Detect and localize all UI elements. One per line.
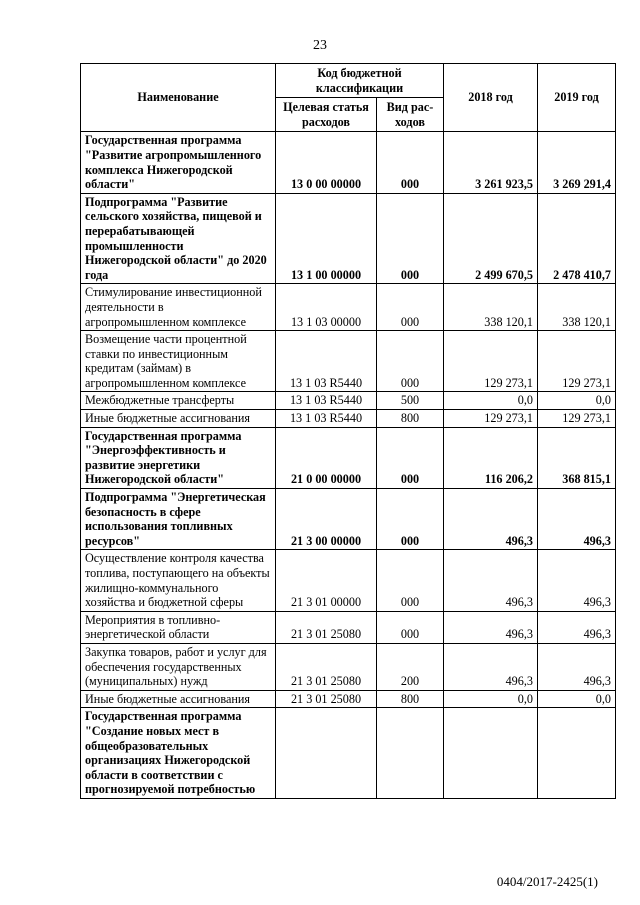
row-value-2018: 496,3 xyxy=(444,643,538,690)
row-value-2018: 0,0 xyxy=(444,392,538,410)
header-name: Наименование xyxy=(81,64,276,132)
row-name: Мероприятия в топливно-энергетической области xyxy=(81,611,276,643)
table-row xyxy=(81,708,616,799)
row-value-2019: 129 273,1 xyxy=(538,331,616,392)
table-body xyxy=(81,132,616,799)
row-expense-type: 000 xyxy=(377,284,444,331)
row-target-article: 13 1 00 00000 xyxy=(276,193,377,284)
table-row xyxy=(81,193,616,284)
row-target-article: 13 1 03 R5440 xyxy=(276,331,377,392)
row-expense-type: 000 xyxy=(377,427,444,488)
row-target-article: 13 1 03 R5440 xyxy=(276,392,377,410)
budget-table xyxy=(80,63,616,799)
header-row-top xyxy=(81,64,616,98)
table-row xyxy=(81,690,616,708)
table-row xyxy=(81,643,616,690)
row-name: Иные бюджетные ассигнования xyxy=(81,410,276,428)
row-name: Закупка товаров, работ и услуг для обеспечения государственных (муниципальных) нужд xyxy=(81,643,276,690)
table-row xyxy=(81,284,616,331)
row-name: Иные бюджетные ассигнования xyxy=(81,690,276,708)
row-expense-type: 800 xyxy=(377,690,444,708)
table-row xyxy=(81,427,616,488)
table-row xyxy=(81,410,616,428)
row-value-2018: 2 499 670,5 xyxy=(444,193,538,284)
row-name: Государственная программа "Развитие агропромышленного комплекса Нижегородской области" xyxy=(81,132,276,193)
header-code-group: Код бюджетной классификации xyxy=(276,64,444,98)
row-value-2019: 496,3 xyxy=(538,611,616,643)
row-value-2019: 2 478 410,7 xyxy=(538,193,616,284)
row-name: Государственная программа "Энергоэффективность и развитие энергетики Нижегородской области" xyxy=(81,427,276,488)
row-expense-type: 200 xyxy=(377,643,444,690)
row-value-2019: 0,0 xyxy=(538,690,616,708)
table-row xyxy=(81,611,616,643)
row-value-2018: 338 120,1 xyxy=(444,284,538,331)
row-expense-type: 000 xyxy=(377,489,444,550)
table-row xyxy=(81,489,616,550)
row-value-2018: 496,3 xyxy=(444,489,538,550)
row-expense-type: 000 xyxy=(377,611,444,643)
row-name: Осуществление контроля качества топлива, поступающего на объекты жилищно-коммунального хозяйства и бюджетной сферы xyxy=(81,550,276,611)
row-value-2018: 129 273,1 xyxy=(444,410,538,428)
row-target-article xyxy=(276,708,377,799)
row-expense-type: 800 xyxy=(377,410,444,428)
row-name: Стимулирование инвестиционной деятельности в агропромышленном комплексе xyxy=(81,284,276,331)
page-number: 23 xyxy=(313,38,327,53)
row-target-article: 21 3 01 25080 xyxy=(276,690,377,708)
row-value-2019: 496,3 xyxy=(538,550,616,611)
table-row xyxy=(81,331,616,392)
row-value-2019: 3 269 291,4 xyxy=(538,132,616,193)
row-value-2019 xyxy=(538,708,616,799)
row-expense-type xyxy=(377,708,444,799)
row-value-2019: 129 273,1 xyxy=(538,410,616,428)
row-expense-type: 000 xyxy=(377,132,444,193)
row-value-2019: 368 815,1 xyxy=(538,427,616,488)
table-row xyxy=(81,392,616,410)
row-name: Государственная программа "Создание новых мест в общеобразовательных организациях Нижегородской области в соответствии с прогнозируемой потребностью xyxy=(81,708,276,799)
row-value-2018: 496,3 xyxy=(444,611,538,643)
row-name: Подпрограмма "Энергетическая безопасность в сфере использования топливных ресурсов" xyxy=(81,489,276,550)
row-expense-type: 000 xyxy=(377,550,444,611)
table-row xyxy=(81,132,616,193)
header-target-article: Целевая статья расходов xyxy=(276,98,377,132)
row-value-2019: 0,0 xyxy=(538,392,616,410)
row-value-2019: 338 120,1 xyxy=(538,284,616,331)
row-target-article: 13 1 03 R5440 xyxy=(276,410,377,428)
row-value-2019: 496,3 xyxy=(538,643,616,690)
row-expense-type: 500 xyxy=(377,392,444,410)
row-value-2019: 496,3 xyxy=(538,489,616,550)
document-code: 0404/2017-2425(1) xyxy=(496,874,598,889)
row-name: Возмещение части процентной ставки по инвестиционным кредитам (займам) в агропромышленном комплексе xyxy=(81,331,276,392)
row-target-article: 21 3 01 00000 xyxy=(276,550,377,611)
row-target-article: 21 3 00 00000 xyxy=(276,489,377,550)
row-target-article: 21 0 00 00000 xyxy=(276,427,377,488)
row-target-article: 21 3 01 25080 xyxy=(276,611,377,643)
row-name: Межбюджетные трансферты xyxy=(81,392,276,410)
row-value-2018 xyxy=(444,708,538,799)
row-value-2018: 116 206,2 xyxy=(444,427,538,488)
header-year-2019: 2019 год xyxy=(538,64,616,132)
row-value-2018: 3 261 923,5 xyxy=(444,132,538,193)
row-expense-type: 000 xyxy=(377,193,444,284)
header-expense-type: Вид рас-ходов xyxy=(377,98,444,132)
row-name: Подпрограмма "Развитие сельского хозяйства, пищевой и перерабатывающей промышленности Нижегородской области" до 2020 года xyxy=(81,193,276,284)
header-year-2018: 2018 год xyxy=(444,64,538,132)
row-value-2018: 129 273,1 xyxy=(444,331,538,392)
row-target-article: 13 0 00 00000 xyxy=(276,132,377,193)
row-target-article: 13 1 03 00000 xyxy=(276,284,377,331)
row-value-2018: 496,3 xyxy=(444,550,538,611)
table-row xyxy=(81,550,616,611)
row-value-2018: 0,0 xyxy=(444,690,538,708)
row-expense-type: 000 xyxy=(377,331,444,392)
row-target-article: 21 3 01 25080 xyxy=(276,643,377,690)
